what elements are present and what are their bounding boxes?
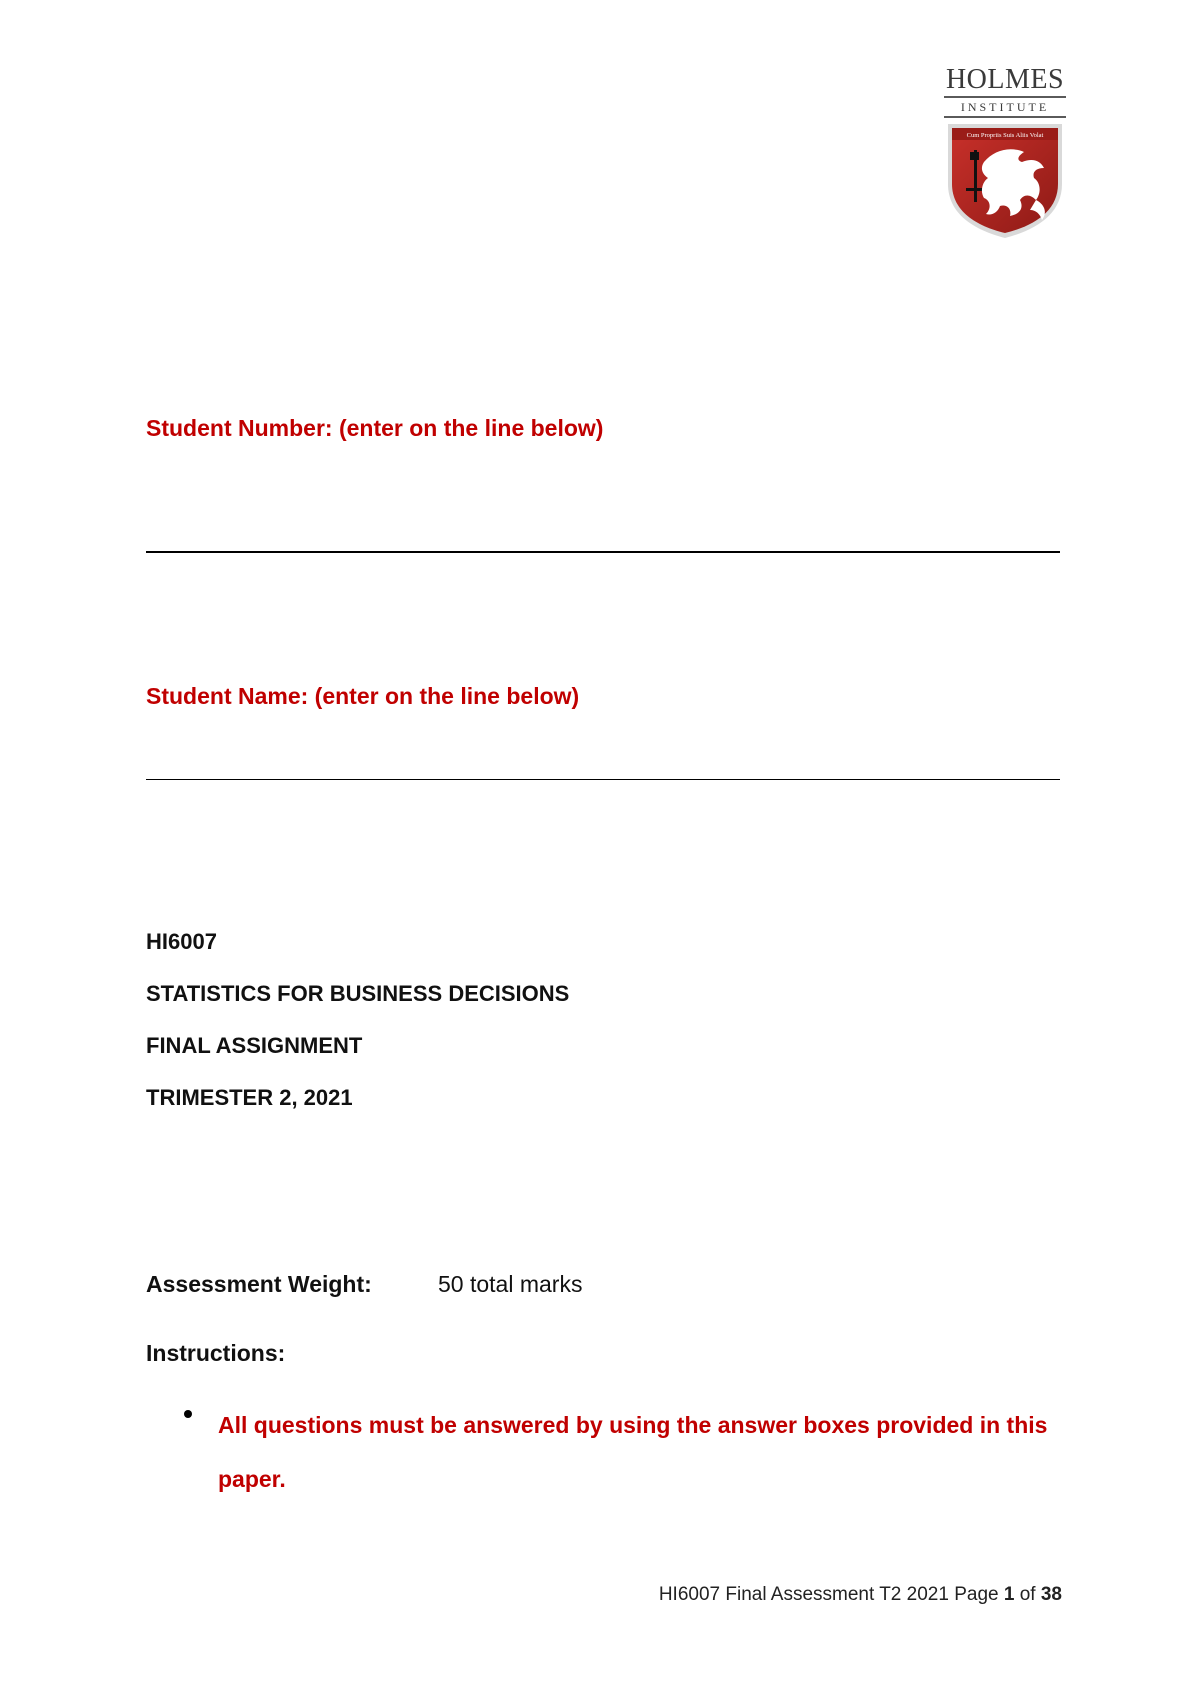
- student-number-label: Student Number: (enter on the line below): [146, 415, 604, 441]
- instruction-item: All questions must be answered by using the answer boxes provided in this paper.: [218, 1412, 1048, 1492]
- logo-wordmark: HOLMES: [945, 64, 1065, 95]
- student-number-line[interactable]: [146, 551, 1060, 553]
- logo-divider: [944, 96, 1066, 98]
- logo-divider: [944, 116, 1066, 118]
- course-title: STATISTICS FOR BUSINESS DECISIONS: [146, 981, 570, 1006]
- institute-logo: [944, 66, 1066, 240]
- assessment-title: FINAL ASSIGNMENT: [146, 1033, 363, 1058]
- footer-prefix: HI6007 Final Assessment T2 2021 Page: [658, 1584, 999, 1605]
- footer-page-number: 1: [1003, 1584, 1015, 1605]
- assessment-weight-value: 50 total marks: [438, 1271, 583, 1297]
- trimester: TRIMESTER 2, 2021: [146, 1085, 353, 1110]
- griffin-shield-icon: [944, 122, 1066, 240]
- logo-subtitle: INSTITUTE: [960, 100, 1050, 114]
- assessment-weight-label: Assessment Weight:: [146, 1271, 372, 1297]
- footer-of: of: [1019, 1584, 1036, 1605]
- student-name-label: Student Name: (enter on the line below): [146, 683, 580, 709]
- student-name-line[interactable]: [146, 779, 1060, 780]
- footer-page-total: 38: [1040, 1584, 1062, 1605]
- logo-motto: Cum Propriis Suis Aliis Volat: [966, 132, 1044, 139]
- page-footer: [640, 1583, 1062, 1607]
- course-code: HI6007: [146, 929, 217, 954]
- instructions-label: Instructions:: [146, 1340, 286, 1366]
- bullet-icon: [184, 1410, 192, 1418]
